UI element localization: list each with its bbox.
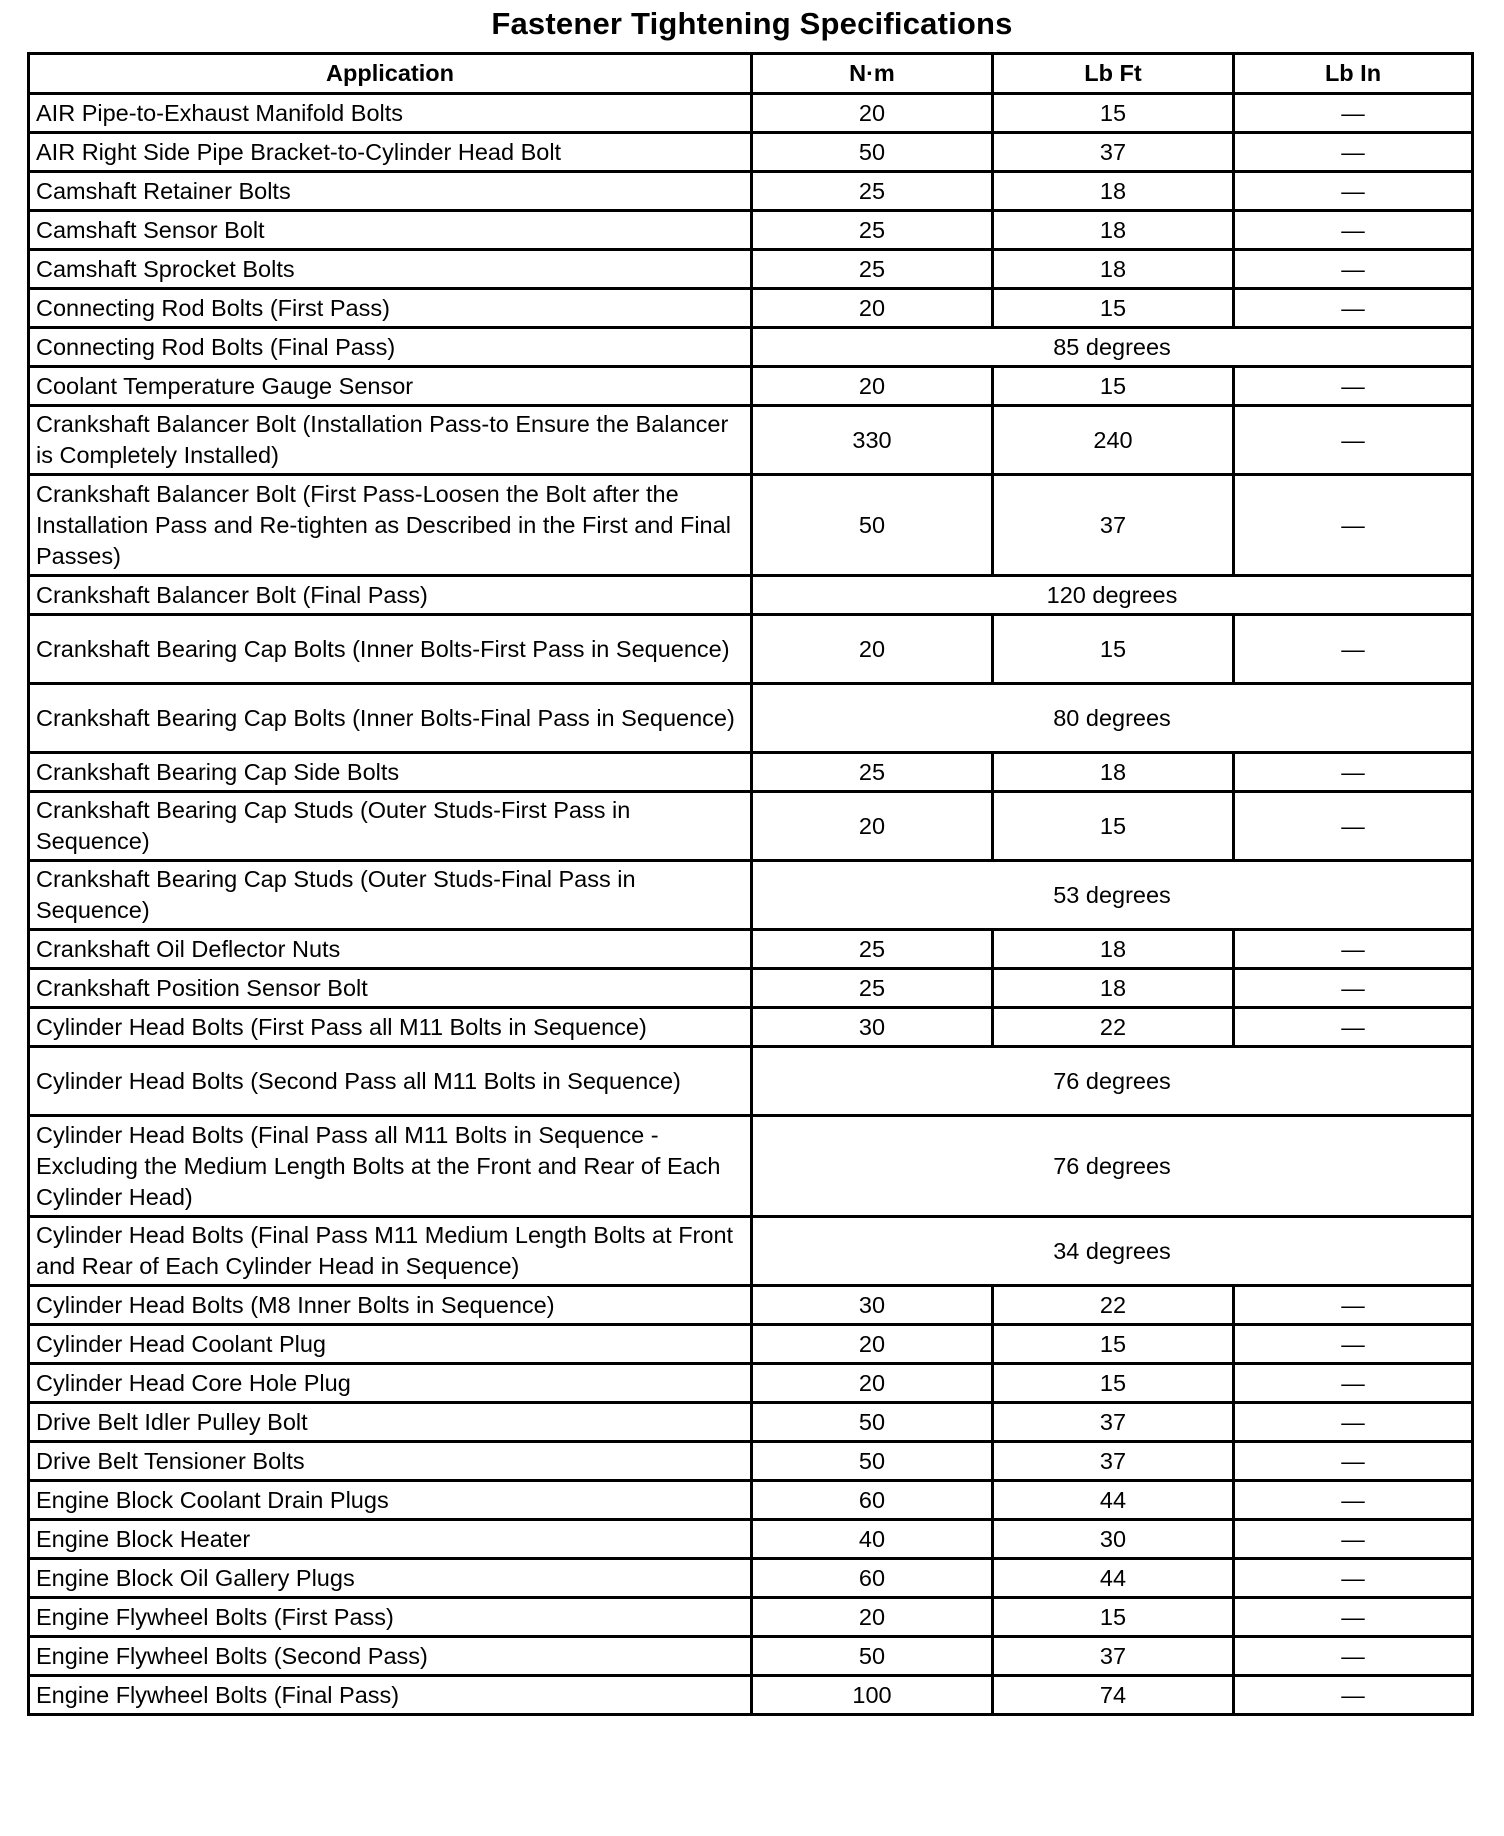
table-row [29,1481,1473,1520]
application-cell: Crankshaft Bearing Cap Bolts (Inner Bolts-Final Pass in Sequence) [29,684,752,753]
application-cell: Drive Belt Idler Pulley Bolt [29,1403,752,1442]
lbft-cell: 37 [993,1403,1234,1442]
table-row [29,289,1473,328]
table-row [29,1520,1473,1559]
table-row [29,969,1473,1008]
nm-cell: 100 [752,1676,993,1715]
nm-cell: 25 [752,969,993,1008]
lbft-cell: 15 [993,367,1234,406]
lbin-cell: — [1234,1403,1473,1442]
lbft-cell: 44 [993,1559,1234,1598]
nm-cell: 50 [752,133,993,172]
lbin-cell: — [1234,969,1473,1008]
lbft-cell: 18 [993,753,1234,792]
application-cell: Engine Block Oil Gallery Plugs [29,1559,752,1598]
nm-cell: 20 [752,367,993,406]
application-cell: Crankshaft Balancer Bolt (Final Pass) [29,576,752,615]
header-lbin: Lb In [1234,54,1473,94]
table-row [29,930,1473,969]
table-row [29,792,1473,861]
lbft-cell: 18 [993,211,1234,250]
application-cell: Cylinder Head Core Hole Plug [29,1364,752,1403]
lbin-cell: — [1234,1598,1473,1637]
lbft-cell: 22 [993,1008,1234,1047]
nm-cell: 330 [752,406,993,475]
lbft-cell: 15 [993,289,1234,328]
header-nm: N·m [752,54,993,94]
page-title: Fastener Tightening Specifications [491,6,1013,41]
table-row [29,1047,1473,1116]
application-cell: Cylinder Head Coolant Plug [29,1325,752,1364]
angle-spec-cell: 120 degrees [752,576,1473,615]
table-row [29,406,1473,475]
header-row [29,54,1473,94]
lbin-cell: — [1234,475,1473,576]
table-row [29,367,1473,406]
nm-cell: 25 [752,211,993,250]
application-cell: Crankshaft Balancer Bolt (First Pass-Loosen the Bolt after the Installation Pass and Re-tighten as Described in the First and Final Passes) [29,475,752,576]
application-cell: Drive Belt Tensioner Bolts [29,1442,752,1481]
application-cell: Cylinder Head Bolts (Final Pass M11 Medium Length Bolts at Front and Rear of Each Cylinder Head in Sequence) [29,1217,752,1286]
table-row [29,133,1473,172]
nm-cell: 20 [752,289,993,328]
lbin-cell: — [1234,1008,1473,1047]
nm-cell: 50 [752,1637,993,1676]
header-application: Application [29,54,752,94]
nm-cell: 20 [752,792,993,861]
nm-cell: 50 [752,1403,993,1442]
application-cell: Camshaft Sensor Bolt [29,211,752,250]
table-row [29,1676,1473,1715]
lbft-cell: 30 [993,1520,1234,1559]
table-row [29,328,1473,367]
angle-spec-cell: 53 degrees [752,861,1473,930]
application-cell: Connecting Rod Bolts (Final Pass) [29,328,752,367]
application-cell: Connecting Rod Bolts (First Pass) [29,289,752,328]
lbin-cell: — [1234,930,1473,969]
nm-cell: 20 [752,94,993,133]
table-row [29,1598,1473,1637]
lbin-cell: — [1234,615,1473,684]
application-cell: Cylinder Head Bolts (Final Pass all M11 Bolts in Sequence - Excluding the Medium Length Bolts at the Front and Rear of Each Cylinder Head) [29,1116,752,1217]
nm-cell: 50 [752,1442,993,1481]
application-cell: Engine Block Coolant Drain Plugs [29,1481,752,1520]
lbin-cell: — [1234,133,1473,172]
table-row [29,475,1473,576]
lbft-cell: 15 [993,94,1234,133]
table-row [29,684,1473,753]
application-cell: Camshaft Sprocket Bolts [29,250,752,289]
lbin-cell: — [1234,792,1473,861]
header-lbft: Lb Ft [993,54,1234,94]
application-cell: AIR Pipe-to-Exhaust Manifold Bolts [29,94,752,133]
nm-cell: 25 [752,753,993,792]
lbft-cell: 18 [993,250,1234,289]
angle-spec-cell: 34 degrees [752,1217,1473,1286]
angle-spec-cell: 80 degrees [752,684,1473,753]
lbin-cell: — [1234,753,1473,792]
fastener-spec-table [27,52,1474,1716]
application-cell: Engine Flywheel Bolts (First Pass) [29,1598,752,1637]
lbin-cell: — [1234,1481,1473,1520]
lbft-cell: 37 [993,1637,1234,1676]
application-cell: Camshaft Retainer Bolts [29,172,752,211]
table-row [29,861,1473,930]
table-row [29,1364,1473,1403]
lbin-cell: — [1234,1520,1473,1559]
nm-cell: 20 [752,615,993,684]
table-row [29,1325,1473,1364]
angle-spec-cell: 85 degrees [752,328,1473,367]
lbft-cell: 37 [993,475,1234,576]
application-cell: Engine Flywheel Bolts (Second Pass) [29,1637,752,1676]
lbft-cell: 240 [993,406,1234,475]
application-cell: Cylinder Head Bolts (First Pass all M11 Bolts in Sequence) [29,1008,752,1047]
table-row [29,250,1473,289]
application-cell: Engine Flywheel Bolts (Final Pass) [29,1676,752,1715]
table-row [29,1559,1473,1598]
lbin-cell: — [1234,289,1473,328]
application-cell: Crankshaft Oil Deflector Nuts [29,930,752,969]
application-cell: Crankshaft Bearing Cap Bolts (Inner Bolts-First Pass in Sequence) [29,615,752,684]
nm-cell: 50 [752,475,993,576]
table-row [29,1637,1473,1676]
table-row [29,1442,1473,1481]
nm-cell: 40 [752,1520,993,1559]
application-cell: AIR Right Side Pipe Bracket-to-Cylinder Head Bolt [29,133,752,172]
lbft-cell: 37 [993,133,1234,172]
lbft-cell: 18 [993,930,1234,969]
lbin-cell: — [1234,94,1473,133]
application-cell: Coolant Temperature Gauge Sensor [29,367,752,406]
lbin-cell: — [1234,250,1473,289]
table-row [29,211,1473,250]
angle-spec-cell: 76 degrees [752,1047,1473,1116]
table-row [29,1286,1473,1325]
nm-cell: 60 [752,1481,993,1520]
nm-cell: 25 [752,172,993,211]
nm-cell: 60 [752,1559,993,1598]
lbin-cell: — [1234,1442,1473,1481]
table-row [29,1403,1473,1442]
nm-cell: 20 [752,1364,993,1403]
table-row [29,576,1473,615]
nm-cell: 30 [752,1008,993,1047]
lbin-cell: — [1234,1364,1473,1403]
application-cell: Crankshaft Position Sensor Bolt [29,969,752,1008]
lbin-cell: — [1234,172,1473,211]
application-cell: Crankshaft Bearing Cap Studs (Outer Studs-Final Pass in Sequence) [29,861,752,930]
lbft-cell: 37 [993,1442,1234,1481]
angle-spec-cell: 76 degrees [752,1116,1473,1217]
lbft-cell: 44 [993,1481,1234,1520]
table-row [29,615,1473,684]
lbft-cell: 15 [993,1325,1234,1364]
spec-table-body [29,94,1473,1715]
table-row [29,1217,1473,1286]
lbft-cell: 18 [993,172,1234,211]
lbft-cell: 15 [993,1364,1234,1403]
table-row [29,753,1473,792]
application-cell: Engine Block Heater [29,1520,752,1559]
nm-cell: 30 [752,1286,993,1325]
application-cell: Crankshaft Balancer Bolt (Installation Pass-to Ensure the Balancer is Completely Installed) [29,406,752,475]
table-row [29,1008,1473,1047]
lbin-cell: — [1234,211,1473,250]
application-cell: Crankshaft Bearing Cap Studs (Outer Studs-First Pass in Sequence) [29,792,752,861]
application-cell: Cylinder Head Bolts (M8 Inner Bolts in Sequence) [29,1286,752,1325]
lbin-cell: — [1234,367,1473,406]
lbft-cell: 15 [993,1598,1234,1637]
lbft-cell: 15 [993,615,1234,684]
lbft-cell: 18 [993,969,1234,1008]
lbin-cell: — [1234,1559,1473,1598]
lbin-cell: — [1234,1676,1473,1715]
application-cell: Cylinder Head Bolts (Second Pass all M11 Bolts in Sequence) [29,1047,752,1116]
lbft-cell: 15 [993,792,1234,861]
nm-cell: 25 [752,930,993,969]
table-row [29,172,1473,211]
lbin-cell: — [1234,406,1473,475]
lbft-cell: 74 [993,1676,1234,1715]
nm-cell: 25 [752,250,993,289]
nm-cell: 20 [752,1598,993,1637]
table-row [29,1116,1473,1217]
application-cell: Crankshaft Bearing Cap Side Bolts [29,753,752,792]
lbft-cell: 22 [993,1286,1234,1325]
nm-cell: 20 [752,1325,993,1364]
table-row [29,94,1473,133]
lbin-cell: — [1234,1325,1473,1364]
lbin-cell: — [1234,1286,1473,1325]
lbin-cell: — [1234,1637,1473,1676]
